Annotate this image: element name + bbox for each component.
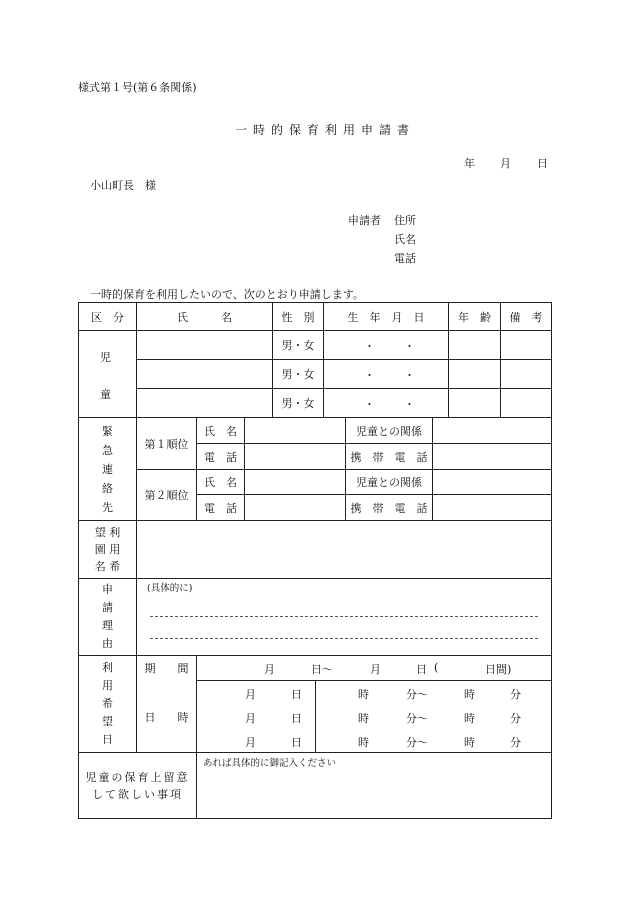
form-number: 様式第１号(第６条関係) <box>78 81 197 94</box>
notes-hint: あれば具体的に御記入ください <box>203 758 337 769</box>
applicant-address-label: 住所 <box>394 214 416 227</box>
childcare-notes-label: 児童の保育上留意 して欲しい事項 <box>85 771 190 801</box>
period-day-label: 日 <box>416 663 427 676</box>
dt-2-hour-2: 時 <box>464 712 475 725</box>
emergency-2-name-label: 氏 名 <box>204 476 237 489</box>
col-header-birthdate: 生 年 月 日 <box>347 310 425 324</box>
child-1-name-field[interactable] <box>137 331 272 359</box>
child-3-name-field[interactable] <box>137 389 272 417</box>
period-month-label-2: 月 <box>370 663 381 676</box>
desired-facility-field[interactable] <box>137 521 551 578</box>
child-1-sex-option[interactable]: 男・女 <box>281 339 315 352</box>
dt-3-day: 日 <box>291 736 302 749</box>
usage-desired-date-label: 利 用 希 望 日 <box>102 661 113 746</box>
emergency-2-mobile-label: 携 帯 電 話 <box>350 501 428 515</box>
applicant-name-label: 氏名 <box>394 233 416 246</box>
period-day-from-label: 日～ <box>311 663 333 676</box>
emergency-2-phone-label: 電 話 <box>204 501 237 515</box>
dt-2-minute: 分 <box>510 712 521 725</box>
child-label-2: 童 <box>100 388 111 401</box>
usage-period-label: 期 間 <box>144 662 189 675</box>
dt-3-min-from: 分～ <box>406 736 428 749</box>
child-3-birth-dot-1: ・ <box>364 398 375 411</box>
dt-3-month: 月 <box>245 736 256 749</box>
emergency-1-name-field[interactable] <box>245 418 345 443</box>
table-border-bottom <box>78 818 552 819</box>
emergency-2-phone-field[interactable] <box>245 495 345 520</box>
emergency-1-phone-field[interactable] <box>245 444 345 469</box>
child-2-birth-dot-1: ・ <box>364 369 375 382</box>
period-month-label: 月 <box>264 663 275 676</box>
child-3-sex-option[interactable]: 男・女 <box>281 397 315 410</box>
emergency-first-priority: 第１順位 <box>144 437 189 451</box>
date-day-label: 日 <box>537 157 548 170</box>
date-year-label: 年 <box>464 157 475 170</box>
notes-field[interactable] <box>197 770 551 818</box>
emergency-1-mobile-label: 携 帯 電 話 <box>350 450 428 464</box>
date-month-label: 月 <box>500 157 511 170</box>
dt-3-hour: 時 <box>358 736 369 749</box>
child-label-1: 児 <box>100 351 111 364</box>
dt-3-minute: 分 <box>510 736 521 749</box>
col-header-age: 年 齢 <box>458 310 491 324</box>
dt-1-minute: 分 <box>510 688 521 701</box>
dt-1-min-from: 分～ <box>406 688 428 701</box>
dt-1-hour-2: 時 <box>464 688 475 701</box>
applicant-phone-label: 電話 <box>394 252 416 265</box>
desired-facility-label: 望 利 園 用 名 希 <box>94 525 121 573</box>
dt-1-month: 月 <box>245 688 256 701</box>
application-reason-label: 申 請 理 由 <box>102 583 113 650</box>
emergency-1-relation-label: 児童との関係 <box>356 424 422 438</box>
emergency-contact-label: 緊 急 連 絡 先 <box>102 424 113 514</box>
applicant-label: 申請者 <box>348 214 381 227</box>
dt-3-hour-2: 時 <box>464 736 475 749</box>
col-header-name: 氏 名 <box>177 310 232 324</box>
emergency-2-relation-label: 児童との関係 <box>356 476 422 489</box>
col-header-category: 区 分 <box>91 310 124 324</box>
child-2-birth-dot-2: ・ <box>404 369 415 382</box>
dt-2-month: 月 <box>245 712 256 725</box>
child-1-birth-dot-1: ・ <box>364 340 375 353</box>
period-paren-open: ( <box>434 661 439 674</box>
emergency-1-phone-label: 電 話 <box>204 450 237 464</box>
addressee: 小山町長 様 <box>90 179 156 192</box>
reason-specific-note: (具体的に) <box>147 583 193 594</box>
child-2-name-field[interactable] <box>137 360 272 388</box>
dt-2-hour: 時 <box>358 712 369 725</box>
col-header-remarks: 備 考 <box>509 310 543 324</box>
period-days-label: 日間) <box>485 663 512 676</box>
emergency-1-name-label: 氏 名 <box>204 424 237 438</box>
page-title: 一時的保育利用申請書 <box>235 123 416 137</box>
reason-field[interactable] <box>137 595 551 653</box>
child-1-birth-dot-2: ・ <box>404 340 415 353</box>
child-2-sex-option[interactable]: 男・女 <box>281 368 315 381</box>
col-header-sex: 性 別 <box>281 310 315 324</box>
dt-2-min-from: 分～ <box>406 712 428 725</box>
dt-1-hour: 時 <box>358 688 369 701</box>
child-3-birth-dot-2: ・ <box>404 398 415 411</box>
emergency-2-name-field[interactable] <box>245 470 345 494</box>
emergency-second-priority: 第２順位 <box>144 489 189 502</box>
intro-text: 一時的保育を利用したいので、次のとおり申請します。 <box>90 288 364 301</box>
dt-2-day: 日 <box>291 712 302 725</box>
table-border-right <box>551 302 552 819</box>
dt-1-day: 日 <box>291 688 302 701</box>
usage-datetime-label: 日 時 <box>144 710 189 724</box>
